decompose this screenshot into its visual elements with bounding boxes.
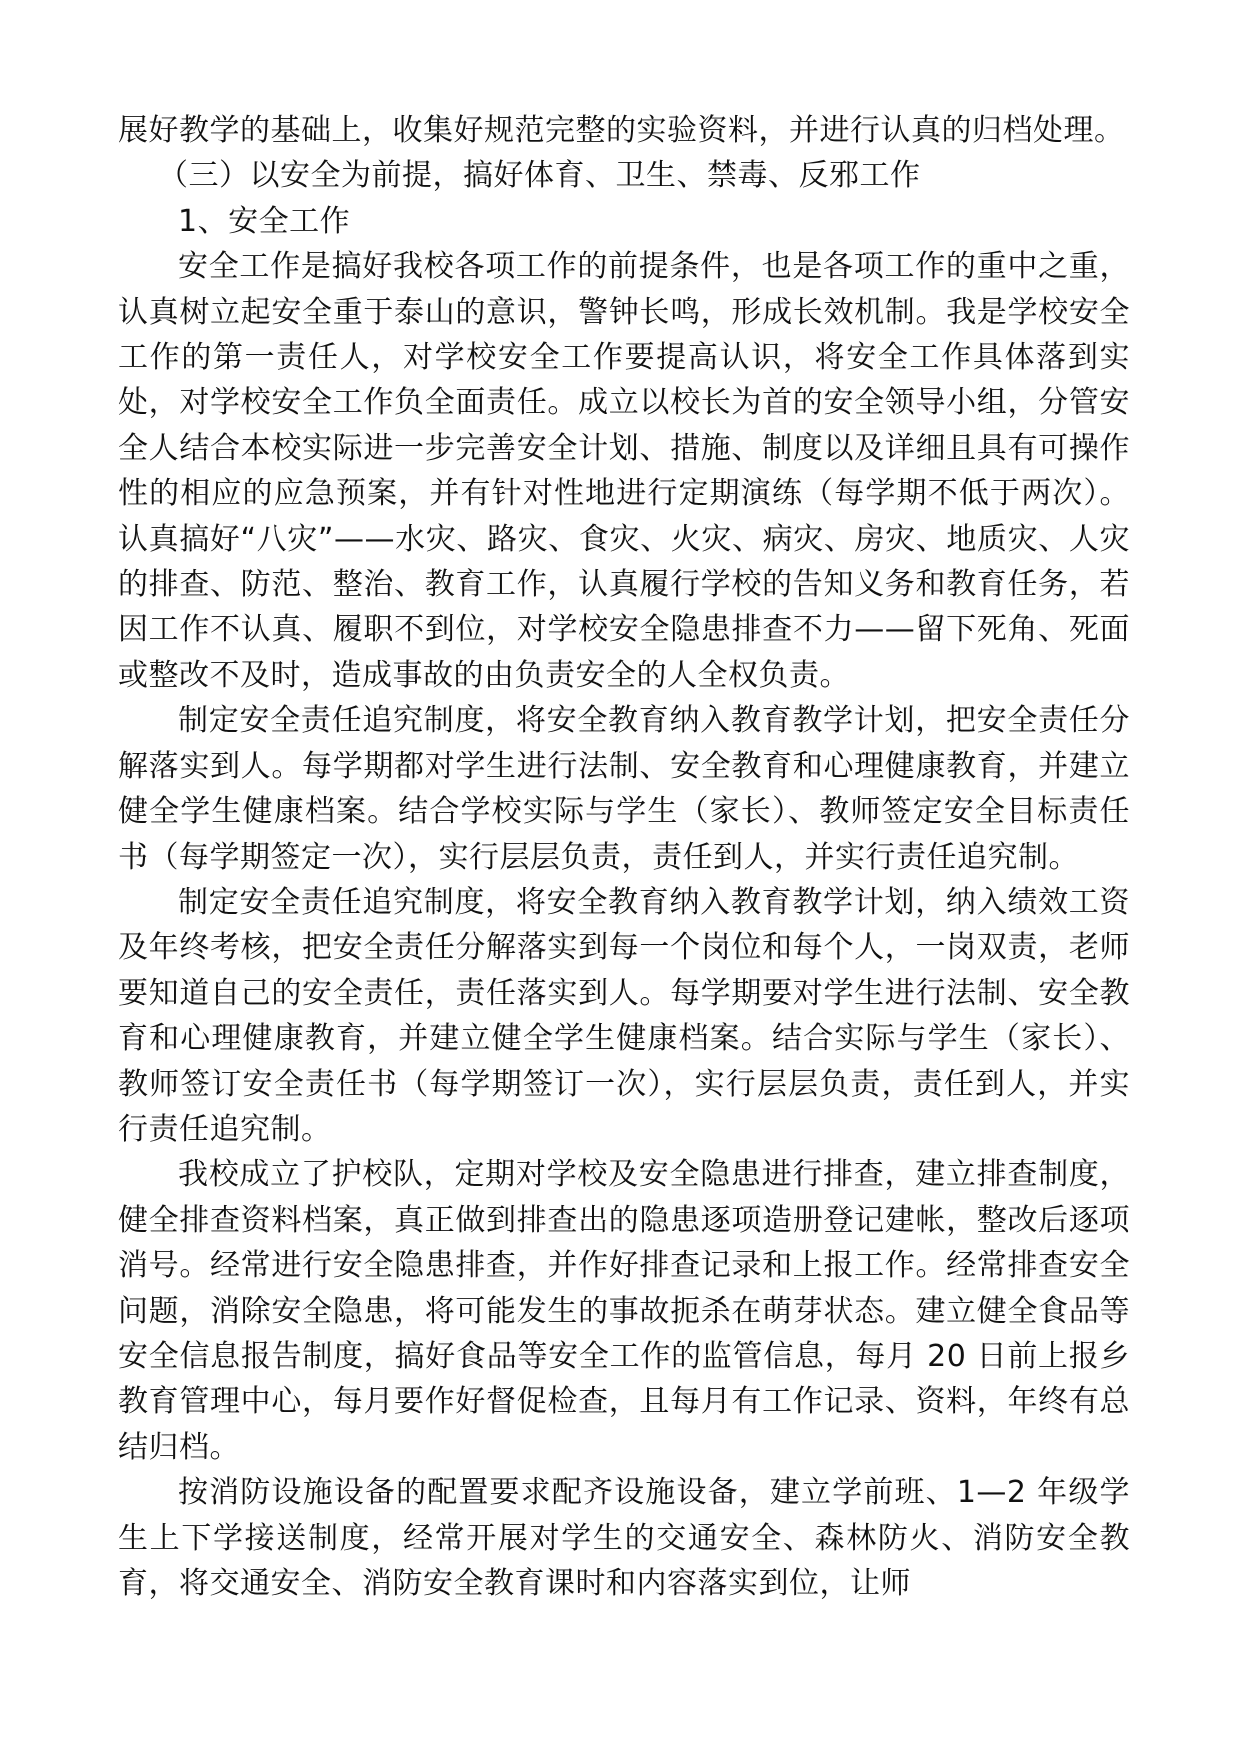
subsection-heading-safety-work: 1、安全工作 (178, 203, 351, 239)
paragraph-fire-traffic-safety: 按消防设施设备的配置要求配齐设施设备，建立学前班、1—2 年级学生上下学接送制度，经常开展对学生的交通安全、森林防火、消防安全教育，将交通安全、消防安全教育课时和内容落实到位，让师 (118, 1475, 1130, 1601)
paragraph-accountability-performance: 制定安全责任追究制度，将安全教育纳入教育教学计划，纳入绩效工资及年终考核，把安全责任分解落实到每一个岗位和每个人，一岗双责，老师要知道自己的安全责任，责任落实到人。每学期要对学生进行法制、安全教育和心理健康教育，并建立健全学生健康档案。结合实际与学生（家长）、教师签订安全责任书（每学期签订一次），实行层层负责，责任到人，并实行责任追究制。 (118, 884, 1130, 1147)
paragraph-safety-responsibility: 安全工作是搞好我校各项工作的前提条件，也是各项工作的重中之重，认真树立起安全重于泰山的意识，警钟长鸣，形成长效机制。我是学校安全工作的第一责任人，对学校安全工作要提高认识，将安全工作具体落到实处，对学校安全工作负全面责任。成立以校长为首的安全领导小组，分管安全人结合本校实际进一步完善安全计划、措施、制度以及详细且具有可操作性的相应的应急预案，并有针对性地进行定期演练（每学期不低于两次）。认真搞好“八灾”——水灾、路灾、食灾、火灾、病灾、房灾、地质灾、人灾的排查、防范、整治、教育工作，认真履行学校的告知义务和教育任务，若因工作不认真、履职不到位，对学校安全隐患排查不力——留下死角、死面或整改不及时，造成事故的由负责安全的人全权负责。 (118, 249, 1130, 693)
section-heading-3: （三）以安全为前提，搞好体育、卫生、禁毒、反邪工作 (158, 158, 921, 194)
paragraph-continued: 展好教学的基础上，收集好规范完整的实验资料，并进行认真的归档处理。 (118, 113, 1125, 148)
paragraph-school-patrol: 我校成立了护校队，定期对学校及安全隐患进行排查，建立排查制度，健全排查资料档案，真正做到排查出的隐患逐项造册登记建帐，整改后逐项消号。经常进行安全隐患排查，并作好排查记录和上报工作。经常排查安全问题，消除安全隐患，将可能发生的事故扼杀在萌芽状态。建立健全食品等安全信息报告制度，搞好食品等安全工作的监管信息，每月 20 日前上报乡教育管理中心，每月要作好督促检查，且每月有工作记录、资料，年终有总结归档。 (118, 1157, 1130, 1465)
paragraph-accountability-system: 制定安全责任追究制度，将安全教育纳入教育教学计划，把安全责任分解落实到人。每学期都对学生进行法制、安全教育和心理健康教育，并建立健全学生健康档案。结合学校实际与学生（家长）、教师签定安全目标责任书（每学期签定一次），实行层层负责，责任到人，并实行责任追究制。 (118, 703, 1130, 875)
document-page (118, 108, 1130, 1606)
